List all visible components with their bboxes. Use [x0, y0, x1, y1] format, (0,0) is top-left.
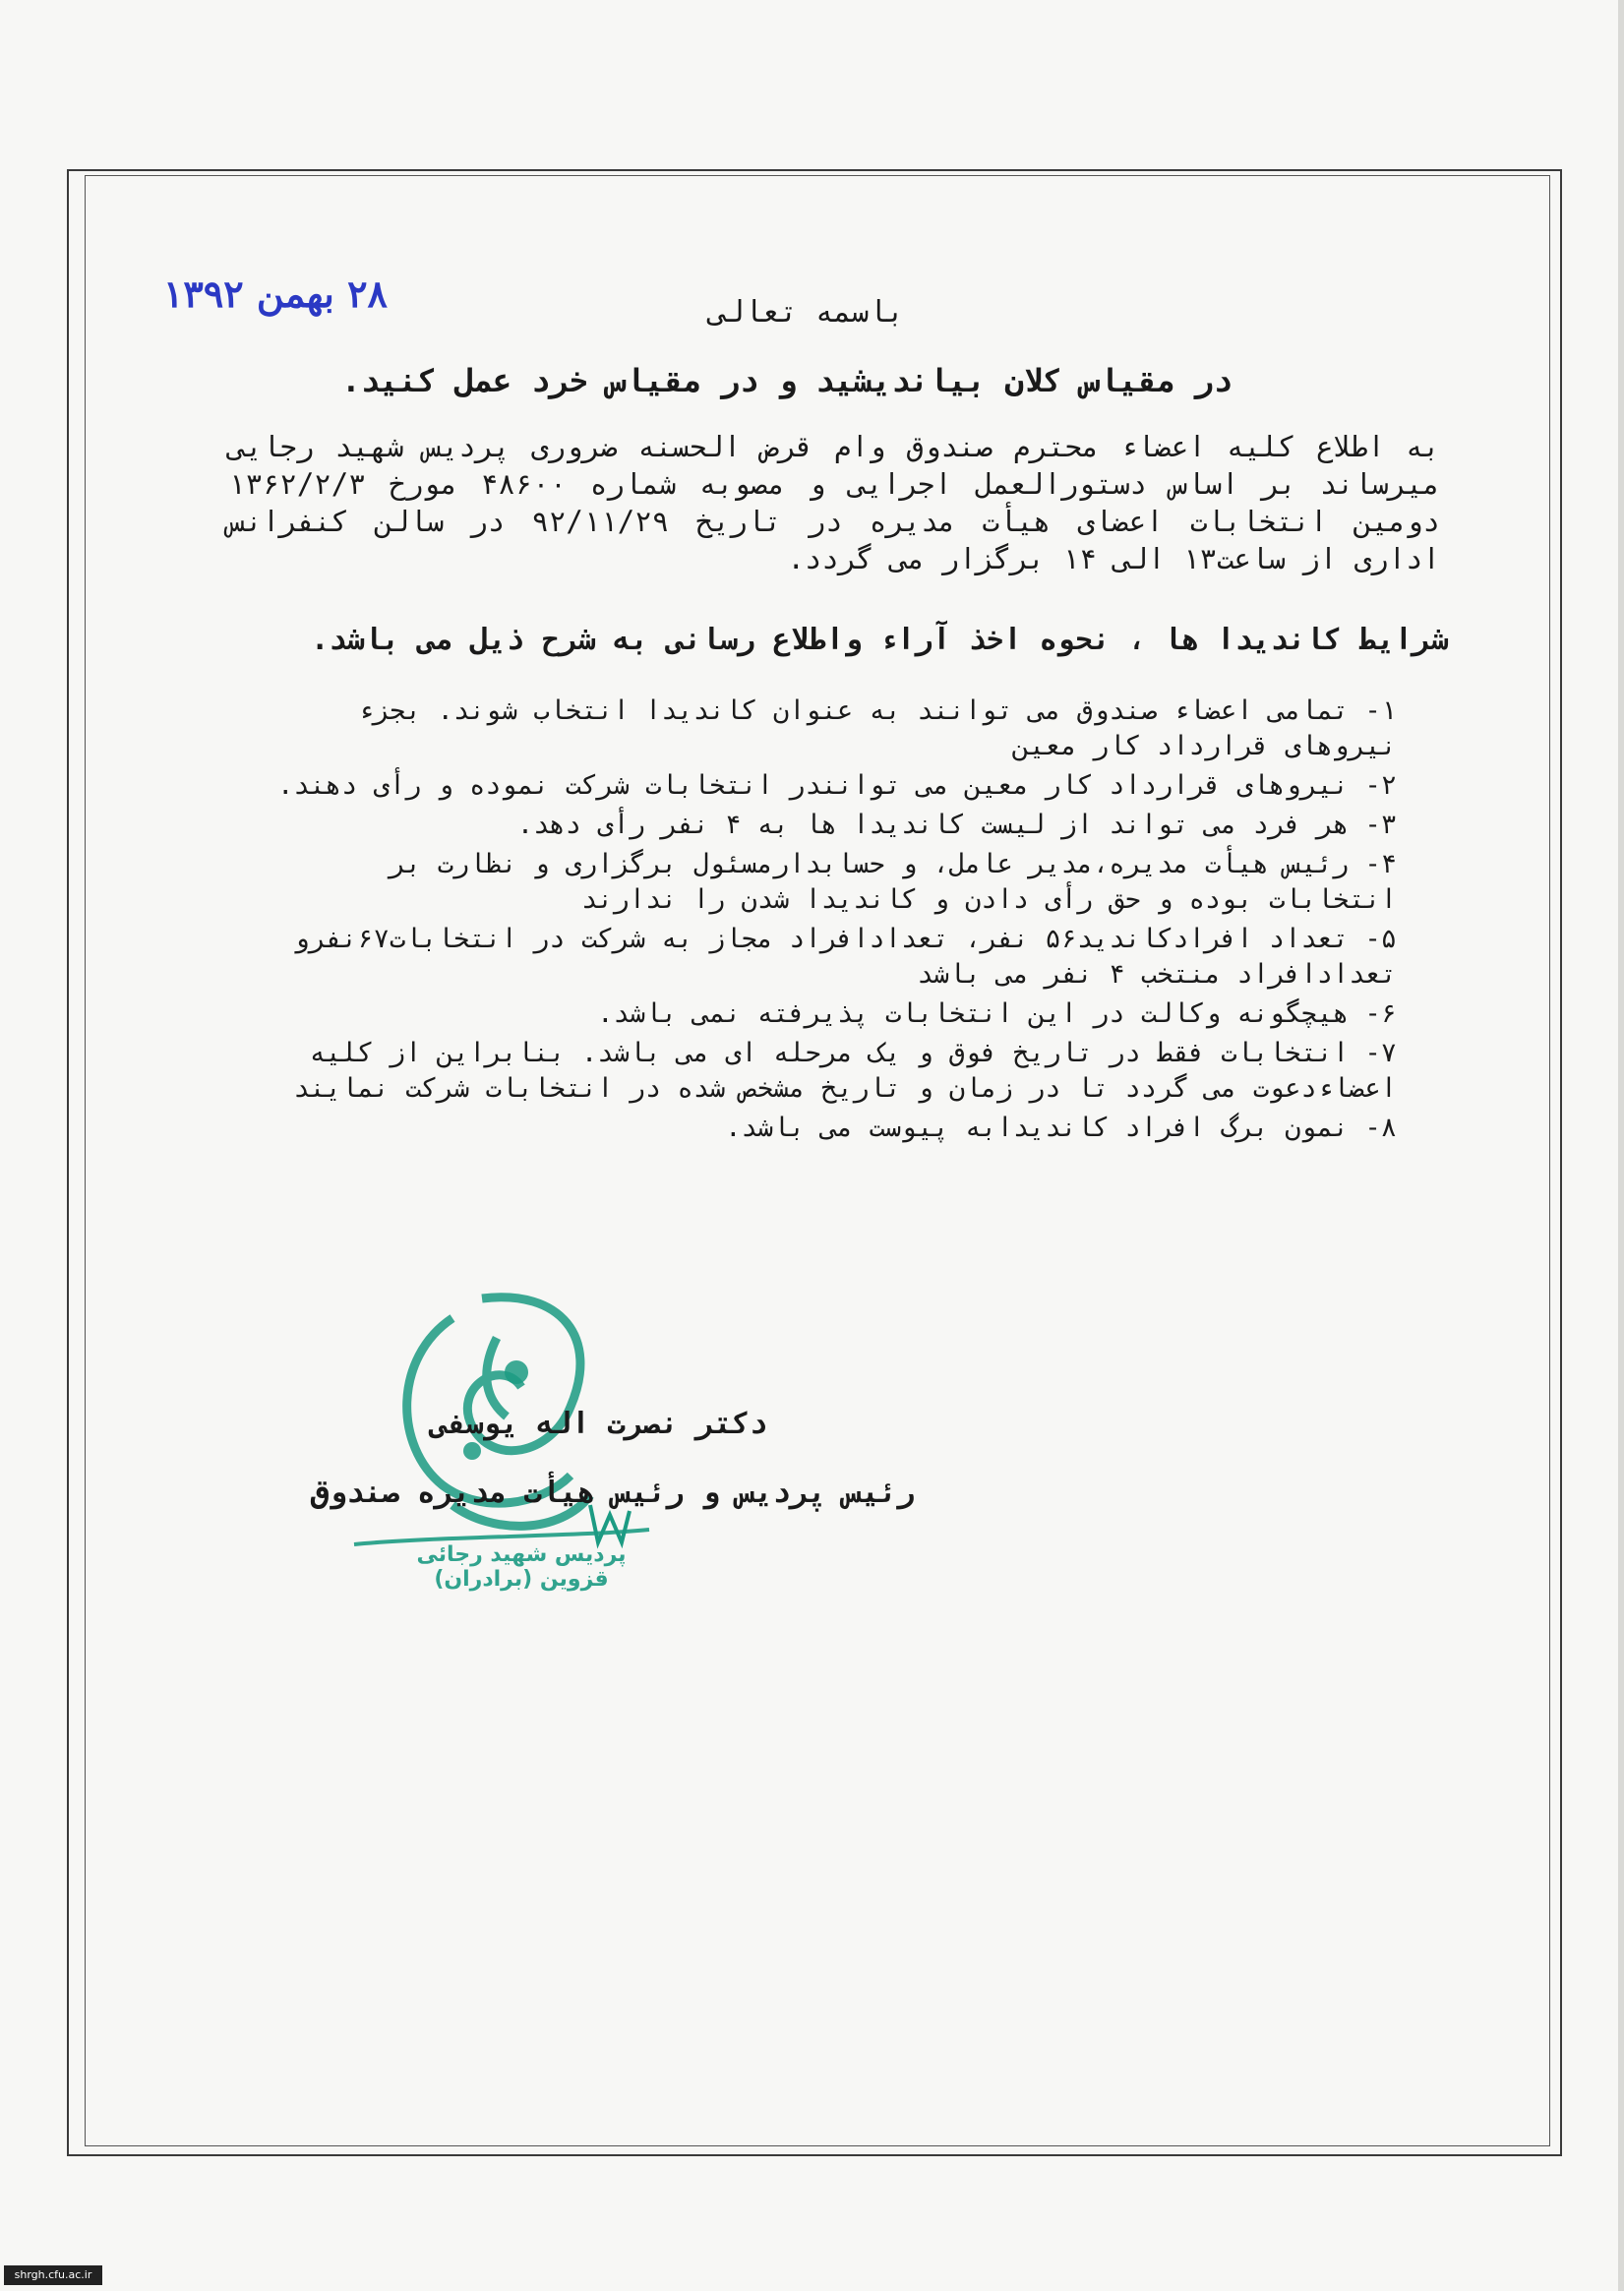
condition-item: ۵- تعداد افرادکاندید۵۶ نفر، تعدادافراد مجاز به شرکت در انتخابات۶۷نفرو تعدادافراد منتخب ۴ نفر می باشد	[293, 924, 1397, 990]
handwritten-date: ۲۸ بهمن ۱۳۹۲	[163, 271, 388, 316]
intro-paragraph: به اطلاع کلیه اعضاء محترم صندوق وام قرض الحسنه ضروری پردیس شهید رجایی میرساند بر اساس دستورالعمل اجرایی و مصوبه شماره ۴۸۶۰۰ مورخ ۱۳۶۲/۲/۳ دومین انتخابات اعضای هیأت مدیره در تاریخ ۹۲/۱۱/۲۹ در سالن کنفرانس اداری از ساعت۱۳ الی ۱۴ برگزار می گردد.	[228, 430, 1440, 575]
scan-edge	[1618, 0, 1624, 2291]
motto-line: در مقیاس کلان بیاندیشید و در مقیاس خرد عمل کنید.	[341, 362, 1233, 399]
signer-name: دکتر نصرت اله یوسفی	[429, 1407, 767, 1441]
condition-item: ۶- هیچگونه وکالت در این انتخابات پذیرفته نمی باشد.	[597, 998, 1397, 1029]
condition-item: ۱- تمامی اعضاء صندوق می توانند به عنوان کاندیدا انتخاب شوند. بجزء نیروهای قرارداد کار معین	[357, 695, 1397, 761]
conditions-list	[246, 693, 1397, 1150]
conditions-title: شرایط کاندیدا ها ، نحوه اخذ آراء واطلاع رسانی به شرح ذیل می باشد.	[311, 623, 1448, 657]
condition-item: ۷- انتخابات فقط در تاریخ فوق و یک مرحله ای می باشد. بنابراین از کلیه اعضاءدعوت می گردد تا در زمان و تاریخ مشخص شده در انتخابات شرکت نمایند	[293, 1038, 1397, 1104]
condition-item: ۳- هر فرد می تواند از لیست کاندیدا ها به ۴ نفر رأی دهد.	[516, 810, 1397, 840]
condition-item: ۲- نیروهای قرارداد کار معین می توانندر انتخابات شرکت نموده و رأی دهند.	[277, 770, 1397, 801]
condition-item: ۴- رئیس هیأت مدیره،مدیر عامل، و حسابدارمسئول برگزاری و نظارت بر انتخابات بوده و حق رأی دادن و کاندیدا شدن را ندارند	[389, 849, 1397, 915]
site-watermark: shrgh.cfu.ac.ir	[4, 2265, 102, 2285]
bismillah-heading: باسمه تعالی	[708, 295, 905, 330]
condition-item: ۸- نمون برگ افراد کاندیدابه پیوست می باشد.	[725, 1113, 1397, 1143]
signer-title: رئیس پردیس و رئیس هیأت مدیره صندوق	[310, 1476, 915, 1510]
seal-label: پردیس شهید رجائی قزوین (برادران)	[416, 1542, 627, 1592]
